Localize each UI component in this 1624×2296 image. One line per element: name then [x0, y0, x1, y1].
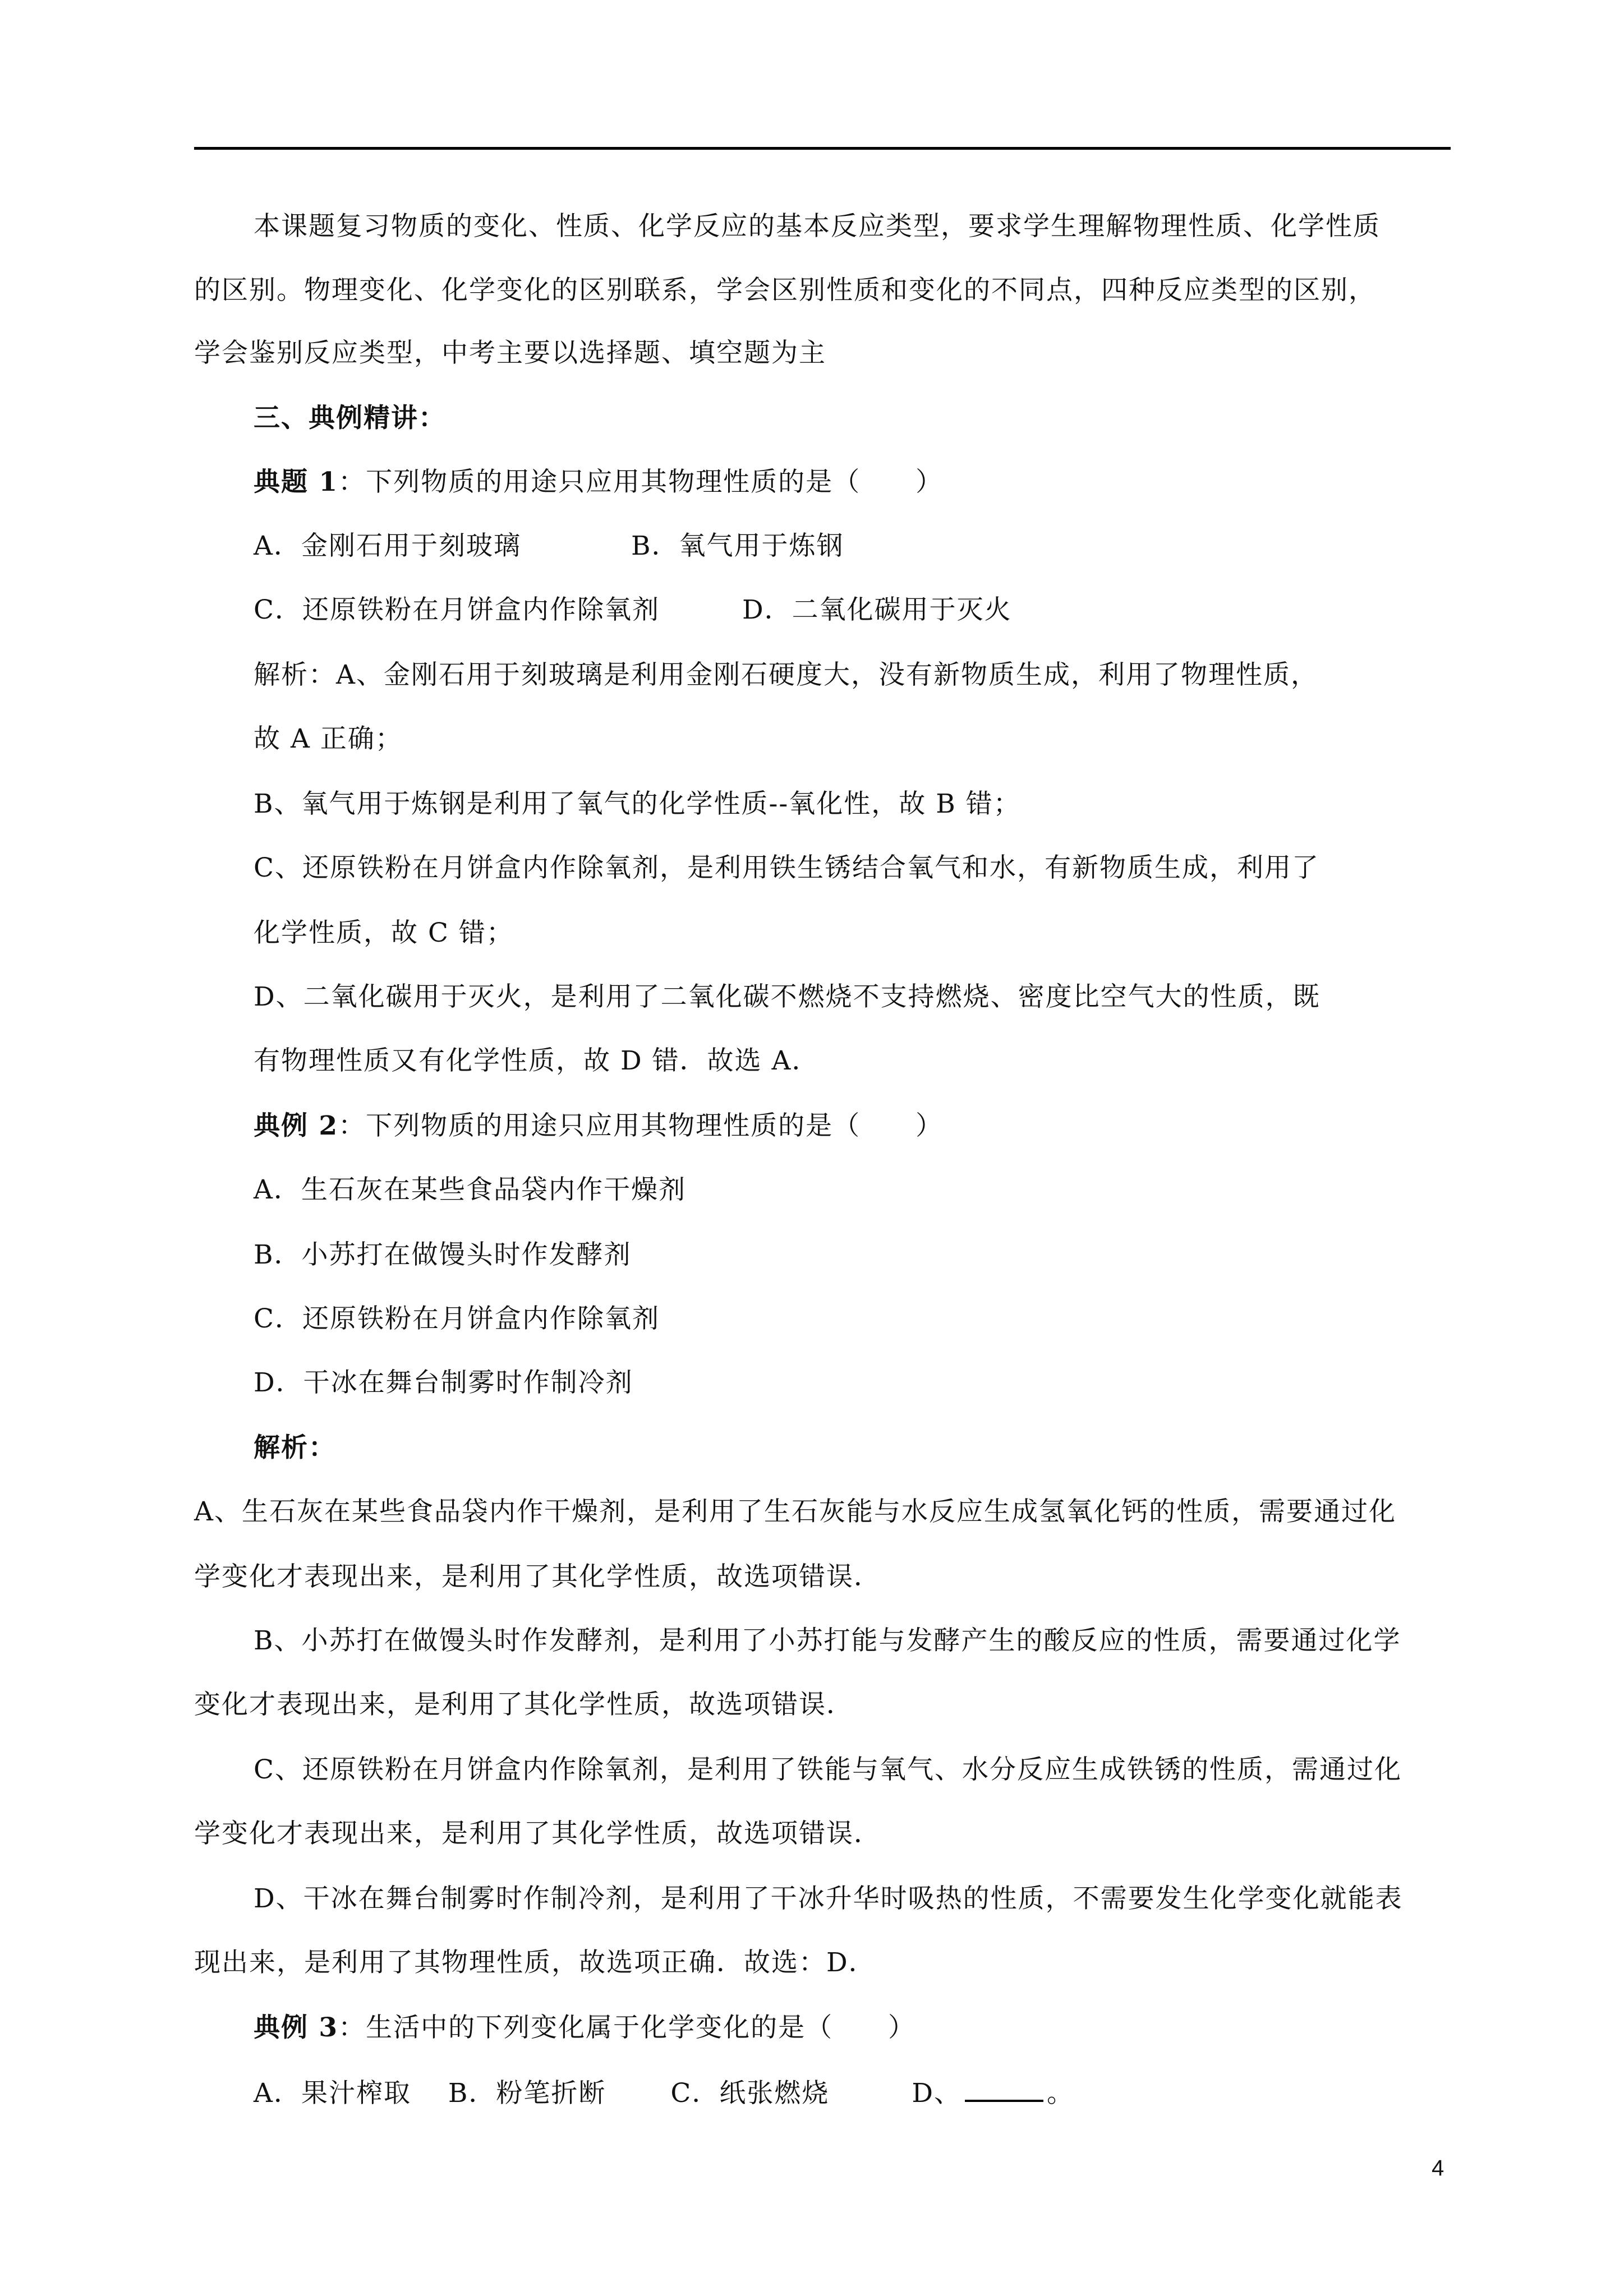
intro-line-2: 的区别。物理变化、化学变化的区别联系，学会区别性质和变化的不同点，四种反应类型的区别，: [194, 275, 1376, 306]
example3-options: [254, 2075, 1074, 2110]
example1-question: [254, 465, 943, 499]
example2-option-c: C．还原铁粉在月饼盒内作除氧剂: [254, 1303, 660, 1334]
example2-option-a: A．生石灰在某些食品袋内作干燥剂: [254, 1174, 686, 1205]
answer-blank: [965, 2075, 1043, 2102]
example1-label: 典题 1: [254, 467, 339, 497]
example2-analysis-line-6: 学变化才表现出来，是利用了其化学性质，故选项错误．: [194, 1818, 881, 1849]
example2-analysis-line-3: B、小苏打在做馒头时作发酵剂，是利用了小苏打能与发酵产生的酸反应的性质，需要通过化学: [254, 1625, 1401, 1656]
example3-question-text: ：生活中的下列变化属于化学变化的是（ ）: [338, 2012, 916, 2043]
example1-analysis-line-3: B、氧气用于炼钢是利用了氧气的化学性质--氧化性，故 B 错；: [254, 789, 1021, 819]
example2-analysis-line-7: D、干冰在舞台制雾时作制冷剂，是利用了干冰升华时吸热的性质，不需要发生化学变化就能表: [254, 1883, 1403, 1914]
page-number: 4: [1432, 2156, 1444, 2180]
example2-analysis-line-4: 变化才表现出来，是利用了其化学性质，故选项错误．: [194, 1689, 854, 1720]
intro-line-3: 学会鉴别反应类型，中考主要以选择题、填空题为主: [194, 338, 826, 368]
example1-analysis-line-7: 有物理性质又有化学性质，故 D 错．故选 A．: [254, 1045, 820, 1076]
example2-analysis-line-5: C、还原铁粉在月饼盒内作除氧剂，是利用了铁能与氧气、水分反应生成铁锈的性质，需通过化: [254, 1754, 1402, 1785]
example3-options-text: A．果汁榨取 B．粉笔折断 C．纸张燃烧 D、: [254, 2078, 962, 2109]
example1-analysis-line-5: 化学性质，故 C 错；: [254, 918, 514, 948]
section-title: 三、典例精讲：: [254, 403, 446, 434]
example2-analysis-line-2: 学变化才表现出来，是利用了其化学性质，故选项错误．: [194, 1561, 881, 1592]
example1-options-line-2: C．还原铁粉在月饼盒内作除氧剂 D．二氧化碳用于灭火: [254, 594, 1012, 625]
example2-option-b: B．小苏打在做馒头时作发酵剂: [254, 1239, 632, 1270]
example1-analysis-line-1: 解析：A、金刚石用于刻玻璃是利用金刚石硬度大，没有新物质生成，利用了物理性质，: [254, 660, 1318, 690]
example2-analysis-label: 解析：: [254, 1432, 336, 1463]
example3-label: 典例 3: [254, 2012, 339, 2043]
intro-line-1: 本课题复习物质的变化、性质、化学反应的基本反应类型，要求学生理解物理性质、化学性质: [254, 211, 1381, 242]
example2-label: 典例 2: [254, 1110, 339, 1141]
example3-options-end: 。: [1047, 2078, 1075, 2109]
example1-question-text: ：下列物质的用途只应用其物理性质的是（ ）: [338, 467, 944, 497]
example1-analysis-line-2: 故 A 正确；: [254, 723, 403, 754]
example2-question-text: ：下列物质的用途只应用其物理性质的是（ ）: [338, 1110, 944, 1141]
example2-option-d: D．干冰在舞台制雾时作制冷剂: [254, 1367, 633, 1398]
example2-analysis-line-1: A、生石灰在某些食品袋内作干燥剂，是利用了生石灰能与水反应生成氢氧化钙的性质，需要通过化: [194, 1496, 1396, 1527]
example1-options-line-1: A．金刚石用于刻玻璃 B．氧气用于炼钢: [254, 531, 844, 561]
header-rule: [194, 147, 1451, 150]
example1-analysis-line-6: D、二氧化碳用于灭火，是利用了二氧化碳不燃烧不支持燃烧、密度比空气大的性质，既: [254, 981, 1321, 1012]
example1-analysis-line-4: C、还原铁粉在月饼盒内作除氧剂，是利用铁生锈结合氧气和水，有新物质生成，利用了: [254, 852, 1319, 883]
example2-analysis-line-8: 现出来，是利用了其物理性质，故选项正确．故选：D．: [194, 1947, 876, 1978]
example2-question: [254, 1109, 943, 1143]
example3-question: [254, 2011, 915, 2045]
